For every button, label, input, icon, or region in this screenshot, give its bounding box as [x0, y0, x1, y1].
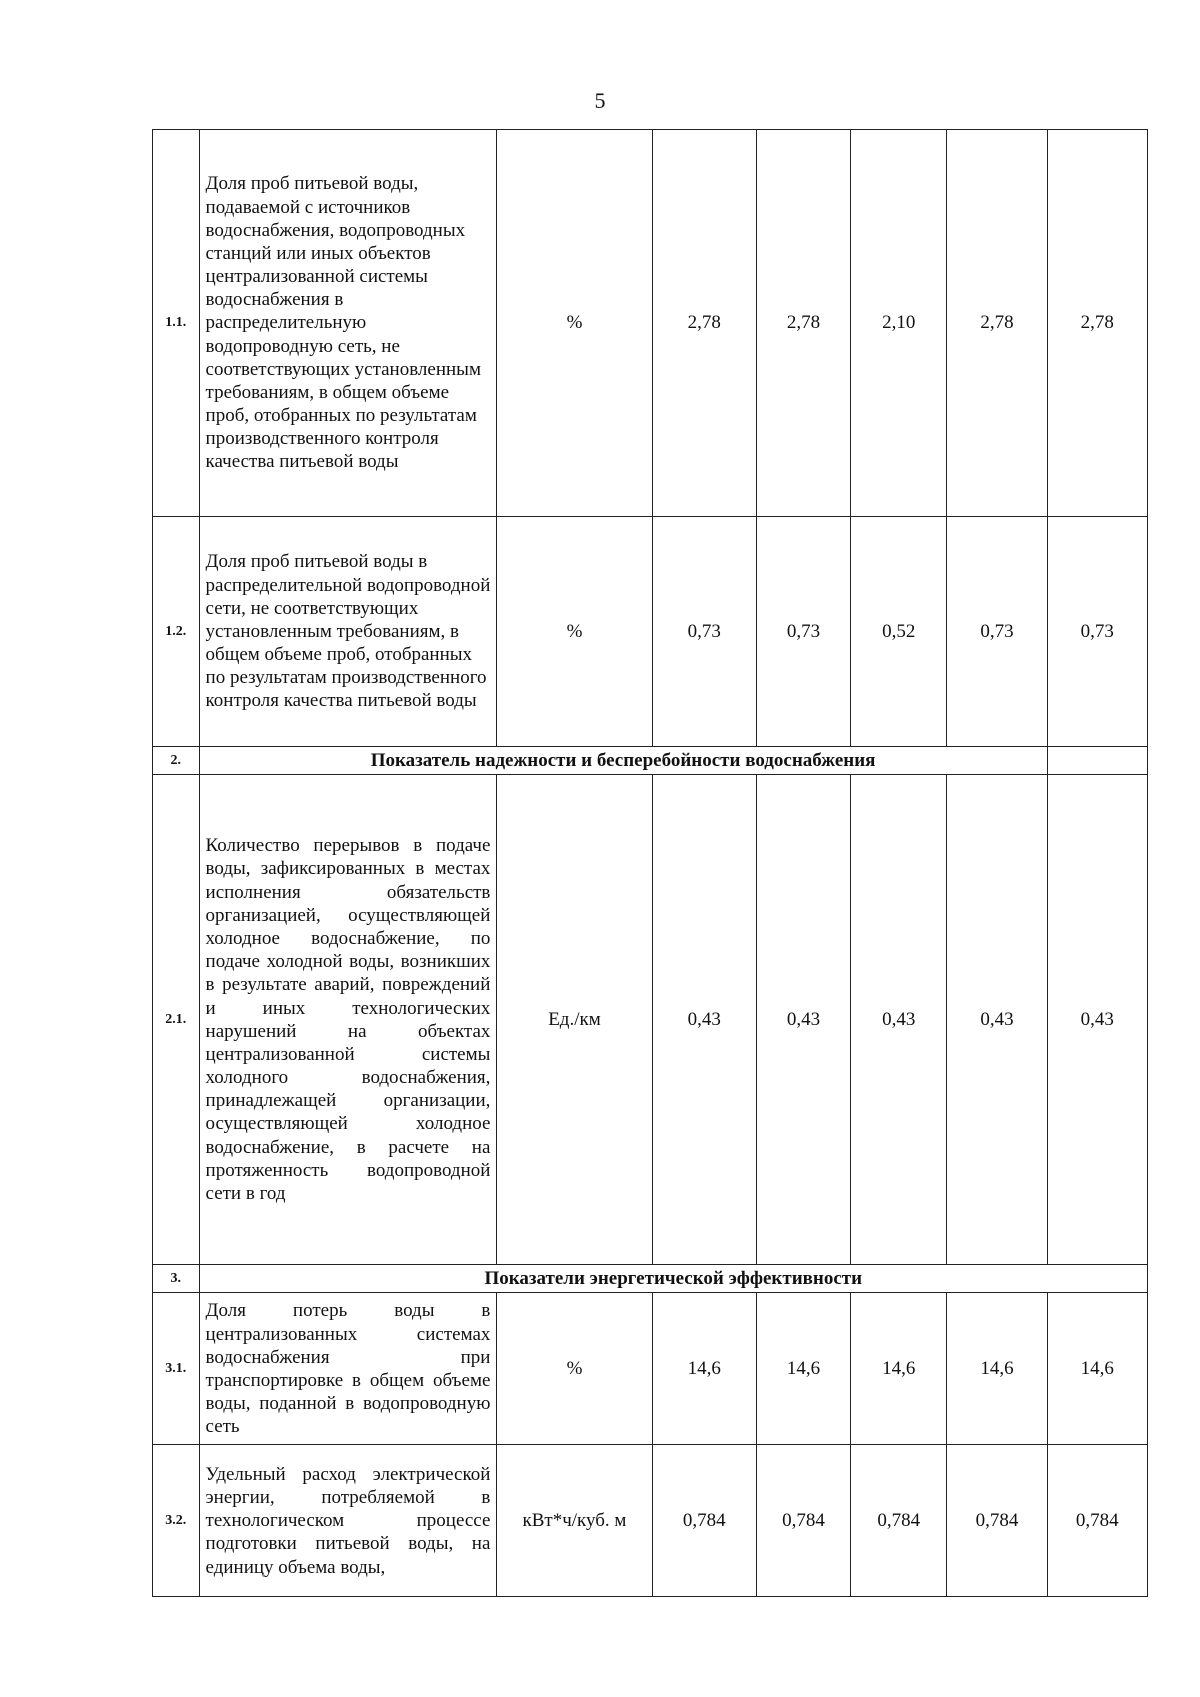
unit-cell: %	[497, 517, 652, 747]
value-cell: 2,78	[757, 130, 851, 517]
value-cell: 0,52	[851, 517, 947, 747]
value-cell: 14,6	[947, 1293, 1047, 1445]
indicator-description: Доля проб питьевой воды в распределительной водопроводной сети, не соответствующих установленным требованиям, в общем объеме проб, отобранных по результатам производственного контроля качества питьевой воды	[199, 517, 497, 747]
section-number: 3.	[153, 1265, 200, 1293]
section-header-row	[153, 747, 1148, 775]
value-cell: 0,73	[757, 517, 851, 747]
value-cell: 2,78	[652, 130, 756, 517]
value-cell: 14,6	[1047, 1293, 1147, 1445]
value-cell: 14,6	[851, 1293, 947, 1445]
indicator-description: Удельный расход электрической энергии, потребляемой в технологическом процессе подготовки питьевой воды, на единицу объема воды,	[199, 1445, 497, 1597]
table-row	[153, 775, 1148, 1265]
value-cell: 0,73	[1047, 517, 1147, 747]
value-cell: 14,6	[757, 1293, 851, 1445]
indicator-description: Доля потерь воды в централизованных системах водоснабжения при транспортировке в общем объеме воды, поданной в водопроводную сеть	[199, 1293, 497, 1445]
row-number: 3.1.	[153, 1293, 200, 1445]
unit-cell: %	[497, 130, 652, 517]
row-number: 1.1.	[153, 130, 200, 517]
indicator-description: Количество перерывов в подаче воды, зафиксированных в местах исполнения обязательств организацией, осуществляющей холодное водоснабжение, по подаче холодной воды, возникших в результате аварий, повреждений и иных технологических нарушений на объектах централизованной системы холодного водоснабжения, принадлежащей организации, осуществляющей холодное водоснабжение, в расчете на протяженность водопроводной сети в год	[199, 775, 497, 1265]
value-cell: 0,43	[1047, 775, 1147, 1265]
value-cell: 0,43	[851, 775, 947, 1265]
table-row	[153, 1293, 1148, 1445]
value-cell: 0,73	[652, 517, 756, 747]
unit-cell: %	[497, 1293, 652, 1445]
value-cell: 2,78	[1047, 130, 1147, 517]
value-cell: 0,73	[947, 517, 1047, 747]
row-number: 3.2.	[153, 1445, 200, 1597]
value-cell: 0,43	[947, 775, 1047, 1265]
row-number: 2.1.	[153, 775, 200, 1265]
value-cell: 2,78	[947, 130, 1047, 517]
section-header-row	[153, 1265, 1148, 1293]
section-title: Показатели энергетической эффективности	[199, 1265, 1147, 1293]
value-cell: 0,784	[851, 1445, 947, 1597]
value-cell: 0,43	[757, 775, 851, 1265]
unit-cell: кВт*ч/куб. м	[497, 1445, 652, 1597]
indicator-description: Доля проб питьевой воды, подаваемой с источников водоснабжения, водопроводных станций или иных объектов централизованной системы водоснабжения в распределительную водопроводную сеть, не соответствующих установленным требованиям, в общем объеме проб, отобранных по результатам производственного контроля качества питьевой воды	[199, 130, 497, 517]
table-row	[153, 1445, 1148, 1597]
unit-cell: Ед./км	[497, 775, 652, 1265]
value-cell: 14,6	[652, 1293, 756, 1445]
section-number: 2.	[153, 747, 200, 775]
empty-cell	[1047, 747, 1147, 775]
page-number: 5	[594, 88, 606, 113]
section-title: Показатель надежности и бесперебойности водоснабжения	[199, 747, 1047, 775]
value-cell: 2,10	[851, 130, 947, 517]
row-number: 1.2.	[153, 517, 200, 747]
indicators-table	[152, 129, 1148, 1597]
value-cell: 0,43	[652, 775, 756, 1265]
table-row	[153, 130, 1148, 517]
table-row	[153, 517, 1148, 747]
value-cell: 0,784	[1047, 1445, 1147, 1597]
value-cell: 0,784	[947, 1445, 1047, 1597]
value-cell: 0,784	[757, 1445, 851, 1597]
value-cell: 0,784	[652, 1445, 756, 1597]
